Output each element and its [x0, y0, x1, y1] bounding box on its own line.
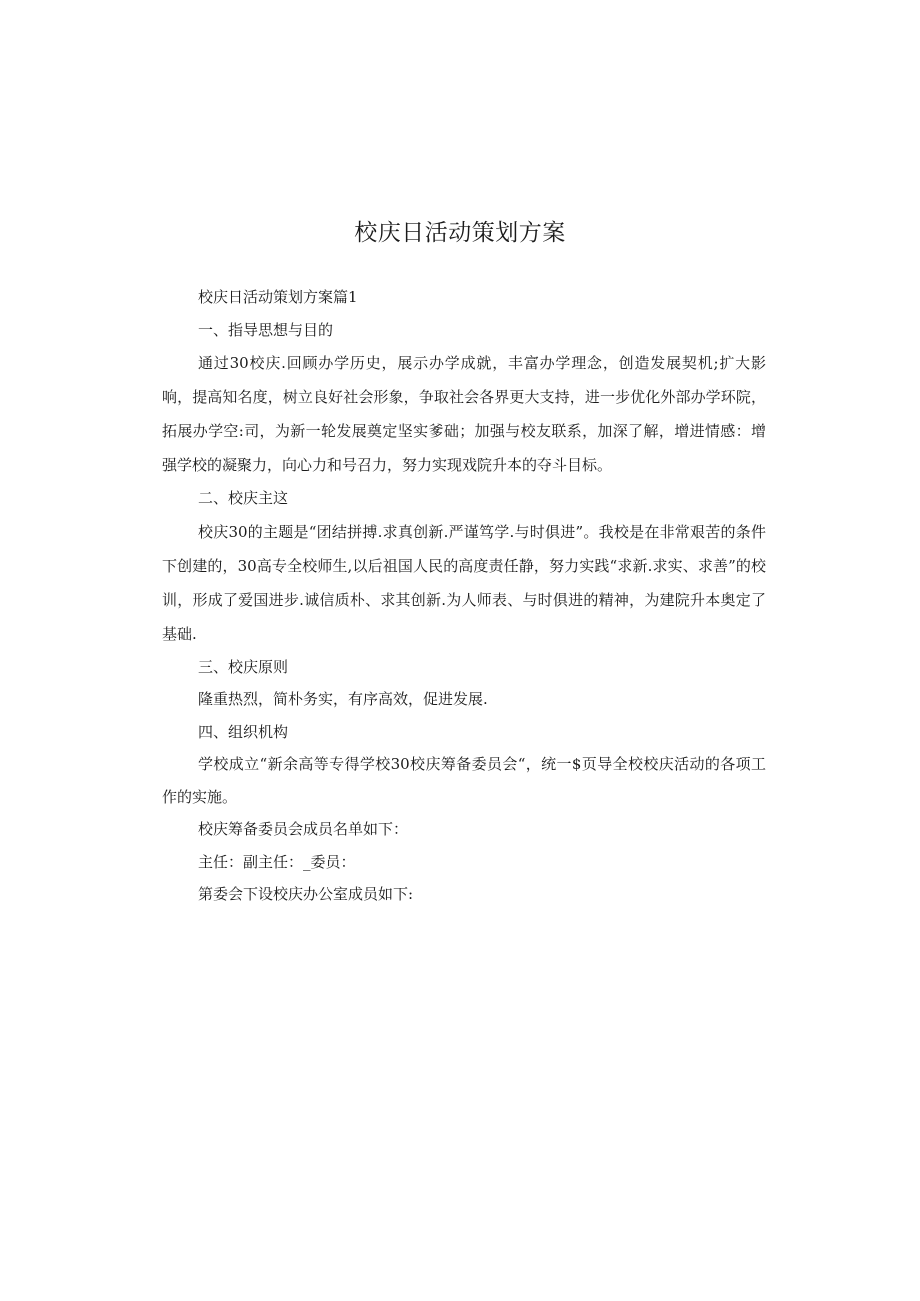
body-paragraph: 第委会下设校庆办公室成员如下: [198, 885, 414, 903]
body-paragraph: 通过30校庆.回顾办学历史，展示办学成就，丰富办学理念，创造发展契机;扩大影响，提高知名度，树立良好社会形象，争取社会各界更大支持，进一步优化外部办学环院，拓展办学空:司，为新一轮发展奠定坚实爹础；加强与校友联系，加深了解，增进情感：增强学校的凝聚力，向心力和号召力，努力实现戏院升本的夺斗目标。 [162, 354, 766, 474]
body-paragraph: 学校成立“新余高等专得学校30校庆筹备委员会“，统一$页导全校校庆活动的各项工作的实施。 [162, 755, 766, 806]
section-heading: 一、指导思想与目的 [198, 320, 334, 339]
document-body [162, 281, 766, 911]
body-paragraph: 校庆30的主题是“团结拼搏.求真创新.严谨笃学.与时俱进”。我校是在非常艰苦的条件下创建的，30高专全校师生,以后祖国人民的高度责任静，努力实践“求新.求实、求善”的校训，形成了爱国进步.诚信质朴、求其创新.为人师表、与时俱进的精神，为建院升本奥定了基础. [162, 522, 766, 643]
document-title: 校庆日活动策划方案 [354, 220, 566, 246]
section-heading: 校庆日活动策划方案篇1 [198, 288, 358, 306]
body-paragraph: 隆重热烈，简朴务实，有序高效，促进发展. [198, 690, 488, 708]
section-heading: 三、校庆原则 [198, 657, 289, 676]
section-heading: 四、组织机构 [198, 722, 289, 741]
section-heading: 二、校庆主这 [198, 489, 289, 507]
body-paragraph: 校庆筹备委员会成员名单如下： [198, 820, 409, 838]
body-paragraph: 主任：副主任：_委员： [198, 852, 356, 871]
